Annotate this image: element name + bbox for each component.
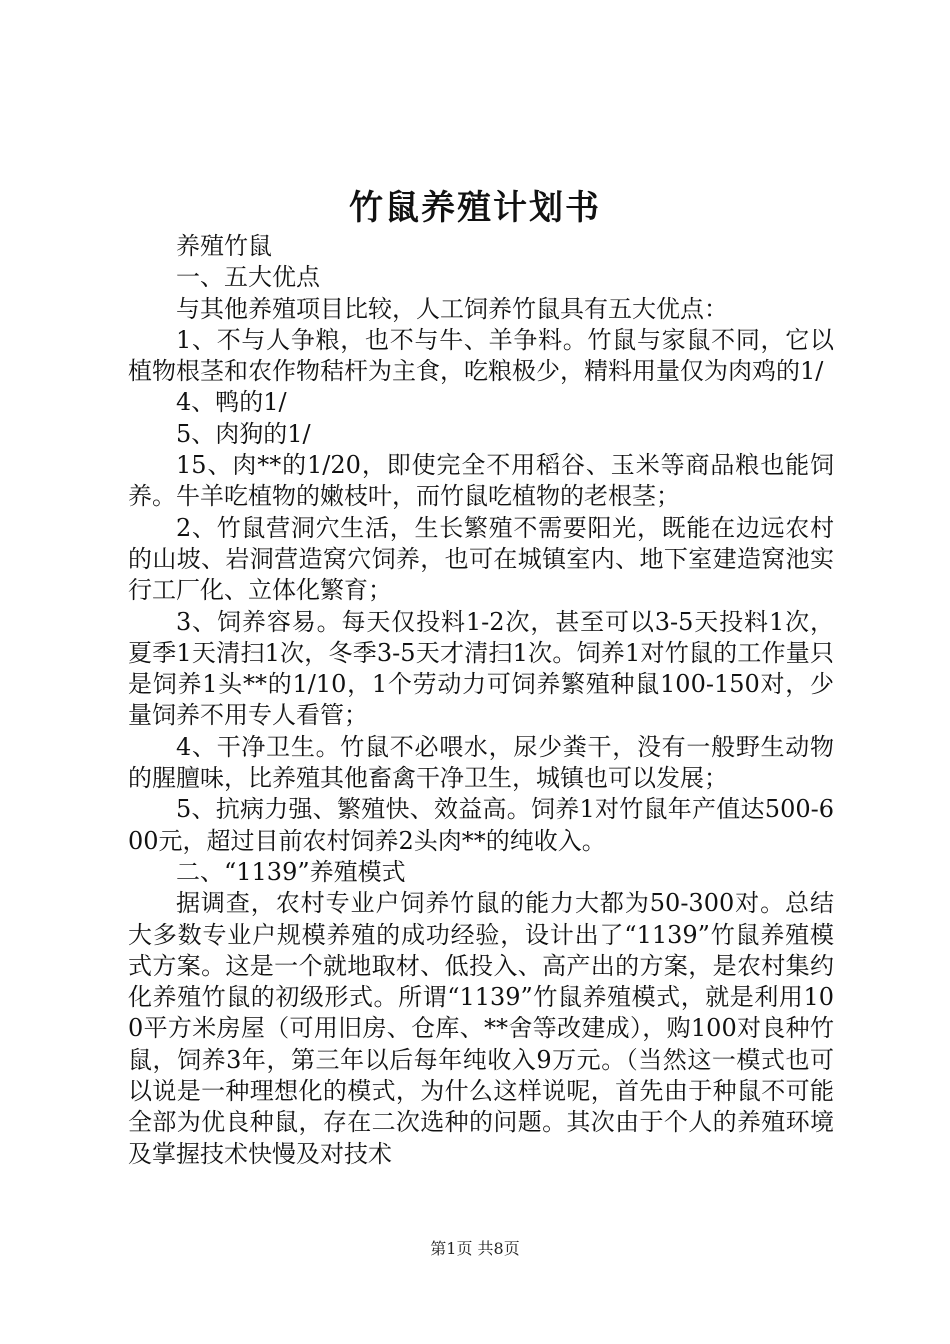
document-body: [128, 231, 834, 1170]
section-heading: 二、“1139”养殖模式: [176, 857, 406, 886]
paragraph: 2、竹鼠营洞穴生活，生长繁殖不需要阳光，既能在边远农村的山坡、岩洞营造窝穴饲养，也可在城镇室内、地下室建造窝池实行工厂化、立体化繁育；: [128, 513, 834, 605]
paragraph: 据调查，农村专业户饲养竹鼠的能力大都为50-300对。总结大多数专业户规模养殖的成功经验，设计出了“1139”竹鼠养殖模式方案。这是一个就地取材、低投入、高产出的方案，是农村集约化养殖竹鼠的初级形式。所谓“1139”竹鼠养殖模式，就是利用100平方米房屋（可用旧房、仓库、**舍等改建成），购100对良种竹鼠，饲养3年，第三年以后每年纯收入9万元。（当然这一模式也可以说是一种理想化的模式，为什么这样说呢，首先由于种鼠不可能全部为优良种鼠，存在二次选种的问题。其次由于个人的养殖环境及掌握技术快慢及对技术: [128, 889, 834, 1168]
document-title: 竹鼠养殖计划书: [349, 188, 601, 228]
paragraph: 5、肉狗的1/: [176, 419, 311, 448]
paragraph: 15、肉**的1/20，即使完全不用稻谷、玉米等商品粮也能饲养。牛羊吃植物的嫩枝叶，而竹鼠吃植物的老根茎；: [128, 451, 834, 511]
paragraph: 4、鸭的1/: [176, 388, 287, 417]
page-footer: 第1页 共8页: [430, 1239, 520, 1258]
paragraph: 1、不与人争粮，也不与牛、羊争料。竹鼠与家鼠不同，它以植物根茎和农作物秸杆为主食，吃粮极少，精料用量仅为肉鸡的1/: [128, 325, 834, 386]
section-heading: 一、五大优点: [176, 263, 320, 292]
paragraph: 与其他养殖项目比较，人工饲养竹鼠具有五大优点：: [176, 294, 728, 323]
paragraph: 4、干净卫生。竹鼠不必喂水，尿少粪干，没有一般野生动物的腥膻味，比养殖其他畜禽干净卫生，城镇也可以发展；: [128, 732, 834, 793]
paragraph: 3、饲养容易。每天仅投料1-2次，甚至可以3-5天投料1次，夏季1天清扫1次，冬季3-5天才清扫1次。饲养1对竹鼠的工作量只是饲养1头**的1/10，1个劳动力可饲养繁殖种鼠100-150对，少量饲养不用专人看管；: [128, 607, 834, 730]
paragraph: 养殖竹鼠: [176, 232, 272, 260]
paragraph: 5、抗病力强、繁殖快、效益高。饲养1对竹鼠年产值达500-600元，超过目前农村饲养2头肉**的纯收入。: [128, 795, 834, 855]
